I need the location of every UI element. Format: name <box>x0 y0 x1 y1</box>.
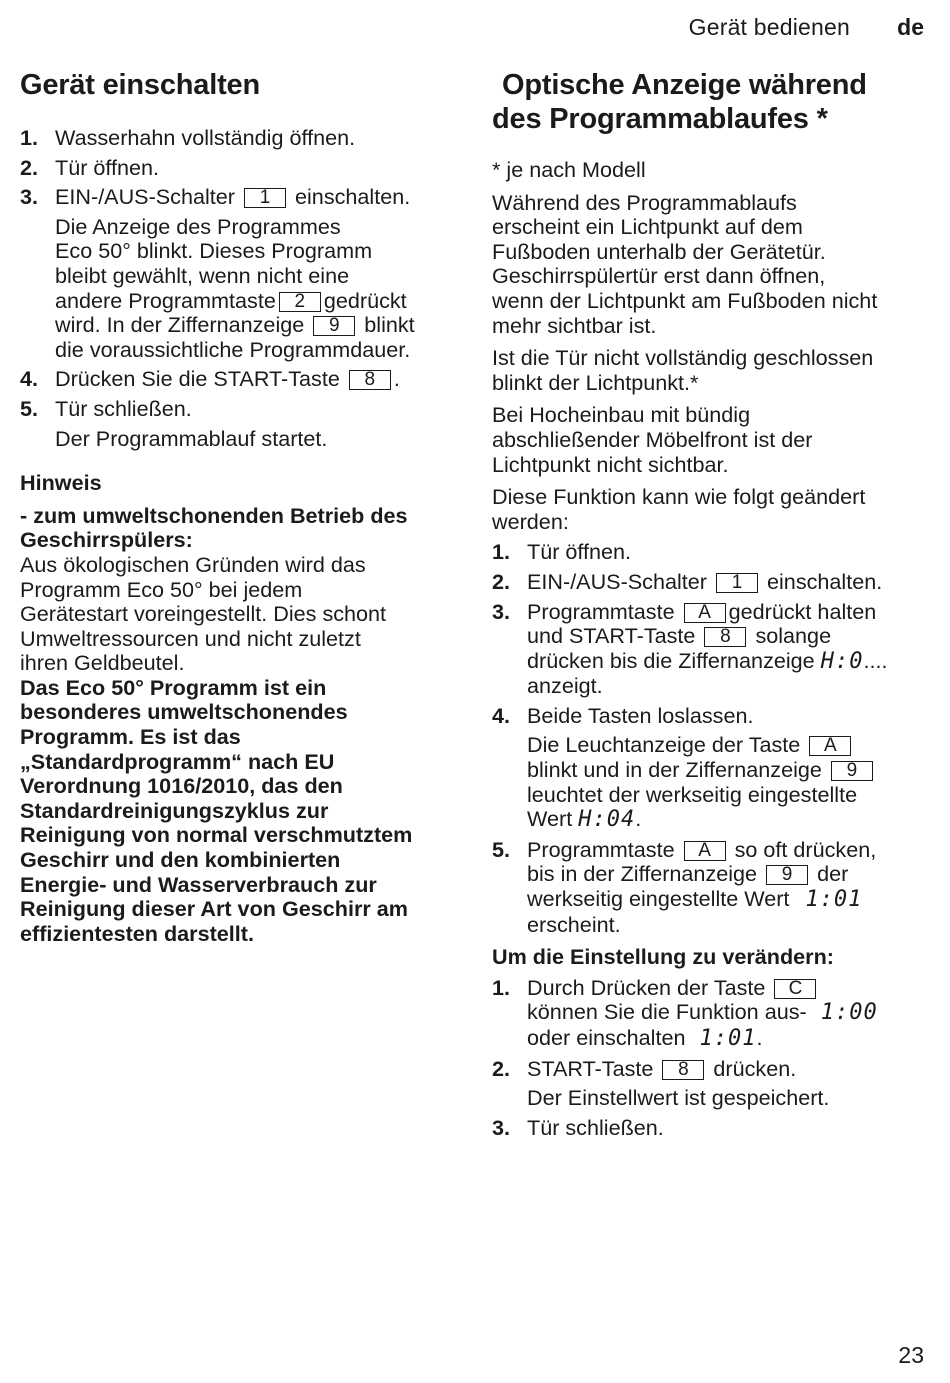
list-item: 2. EIN-/AUS-Schalter 1 einschalten. <box>492 568 883 594</box>
key-label: A <box>684 841 726 861</box>
segment-display-value: 1:01 <box>699 1026 757 1051</box>
paragraph: Während des Programmablaufs erscheint ein Lichtpunkt auf dem Fußboden unterhalb der Gerätetür. Geschirrspülertür erst dann öffnen, wenn der Lichtpunkt am Fußboden nicht mehr sichtbar ist. <box>492 189 878 338</box>
key-label: A <box>809 736 851 756</box>
step2-detail: Der Einstellwert ist gespeichert. <box>527 1085 830 1111</box>
paragraph: Ist die Tür nicht vollständig geschlossen blinkt der Lichtpunkt.* <box>492 345 874 395</box>
hint-box: Hinweis - zum umweltschonenden Betrieb des Geschirrspülers: Aus ökologischen Gründen wird das Programm Eco 50° bei jedem Gerätestart voreingestellt. Dies schont Umweltressourcen und nicht zuletzt ihren Geldbeutel. Das Eco 50° Programm ist ein besonderes umweltschonendes Programm. Es ist das „Standardprogramm“ nach EU Verordnung 1016/2010, das den Standardreinigungszyklus zur Reinigung von normal verschmutztem Geschirr und den kombinierten Energie- und Wasserverbrauch zur Reinigung dieser Art von Geschirr am effizientesten darstellt. <box>20 471 460 946</box>
heading-optische-anzeige: Optische Anzeige während des Programmablaufes * <box>492 69 867 135</box>
segment-display-value: 1:00 <box>820 1000 878 1026</box>
change-setting-heading: Um die Einstellung zu verändern: <box>492 944 834 970</box>
list-item: 5. Tür schließen. <box>20 395 192 421</box>
key-label: 1 <box>244 188 286 208</box>
key-label: 8 <box>704 627 746 647</box>
list-item: 5. Programmtaste A so oft drücken, bis in der Ziffernanzeige 9 der werkseitig eingestellte Wert 1:01 erscheint. <box>492 836 877 937</box>
right-column <box>492 68 932 1140</box>
list-item: 1. Wasserhahn vollständig öffnen. <box>20 125 356 150</box>
list-item: 2. Tür öffnen. <box>20 154 160 180</box>
page-header <box>0 14 950 44</box>
key-label: A <box>684 603 726 623</box>
header-section-title: Gerät bedienen <box>688 14 850 40</box>
key-label: 1 <box>716 573 758 593</box>
key-label: 2 <box>279 292 321 312</box>
header-language-code: de <box>897 14 924 40</box>
key-label: C <box>774 979 816 999</box>
page-number: 23 <box>898 1342 924 1368</box>
key-label: 9 <box>313 316 355 336</box>
key-label: 9 <box>766 865 808 885</box>
key-label: 8 <box>349 370 391 390</box>
list-item: 3. EIN-/AUS-Schalter 1 einschalten. <box>20 184 411 210</box>
hint-title: Hinweis <box>20 470 102 496</box>
step4-detail: Die Leuchtanzeige der Taste A blinkt und in der Ziffernanzeige 9 leuchtet der werkseitig eingestellte Wert H:04. <box>492 733 932 832</box>
list-item: 4. Drücken Sie die START-Taste 8 . <box>20 366 400 392</box>
list-item: 3. Tür schließen. <box>492 1114 664 1140</box>
hint-text: Aus ökologischen Gründen wird das Programm Eco 50° bei jedem Gerätestart voreingestellt. Dies schont Umweltressourcen und nicht zuletzt ihren Geldbeutel. <box>20 551 387 676</box>
list-item: 2. START-Taste 8 drücken. <box>492 1055 797 1081</box>
list-item: 1. Tür öffnen. <box>492 539 632 565</box>
change-setting-steps <box>492 976 932 1081</box>
key-label: 8 <box>662 1060 704 1080</box>
segment-display-value: H:04 <box>578 807 636 833</box>
left-column <box>20 68 460 946</box>
segment-display-value: H:0 <box>820 648 864 674</box>
hint-bold-text: Das Eco 50° Programm ist ein besonderes umweltschonendes Programm. Es ist das „Standardprogramm“ nach EU Verordnung 1016/2010, das den Standardreinigungszyklus zur Reinigung von normal verschmutztem Geschirr und den kombinierten Energie- und Wasserverbrauch zur Reinigung dieser Art von Geschirr am effizientesten darstellt. <box>20 674 413 946</box>
paragraph: Bei Hocheinbau mit bündig abschließender Möbelfront ist der Lichtpunkt nicht sichtbar. <box>492 402 813 477</box>
switch-on-steps <box>20 126 460 210</box>
list-item: 3. Programmtaste A gedrückt halten und START-Taste 8 solange drücken bis die Ziffernanzeige H:0.... anzeigt. <box>492 598 888 699</box>
key-label: 9 <box>831 761 873 781</box>
segment-display-value: 1:01 <box>805 887 863 913</box>
list-item: 4. Beide Tasten loslassen. <box>492 702 754 728</box>
step3-detail: Die Anzeige des Programmes Eco 50° blinkt. Dieses Programm bleibt gewählt, wenn nicht eine andere Programmtaste 2 gedrückt wird. In der Ziffernanzeige 9 blinkt die voraussichtliche Programmdauer. <box>55 213 415 362</box>
step5-detail: Der Programmablauf startet. <box>55 425 328 451</box>
list-item: 1. Durch Drücken der Taste C können Sie die Funktion aus- 1:00 oder einschalten 1:01. <box>492 974 878 1051</box>
heading-geraet-einschalten: Gerät einschalten <box>20 69 260 101</box>
model-note: * je nach Modell <box>492 157 646 182</box>
light-point-steps <box>492 540 932 728</box>
paragraph: Diese Funktion kann wie folgt geändert werden: <box>492 484 866 534</box>
